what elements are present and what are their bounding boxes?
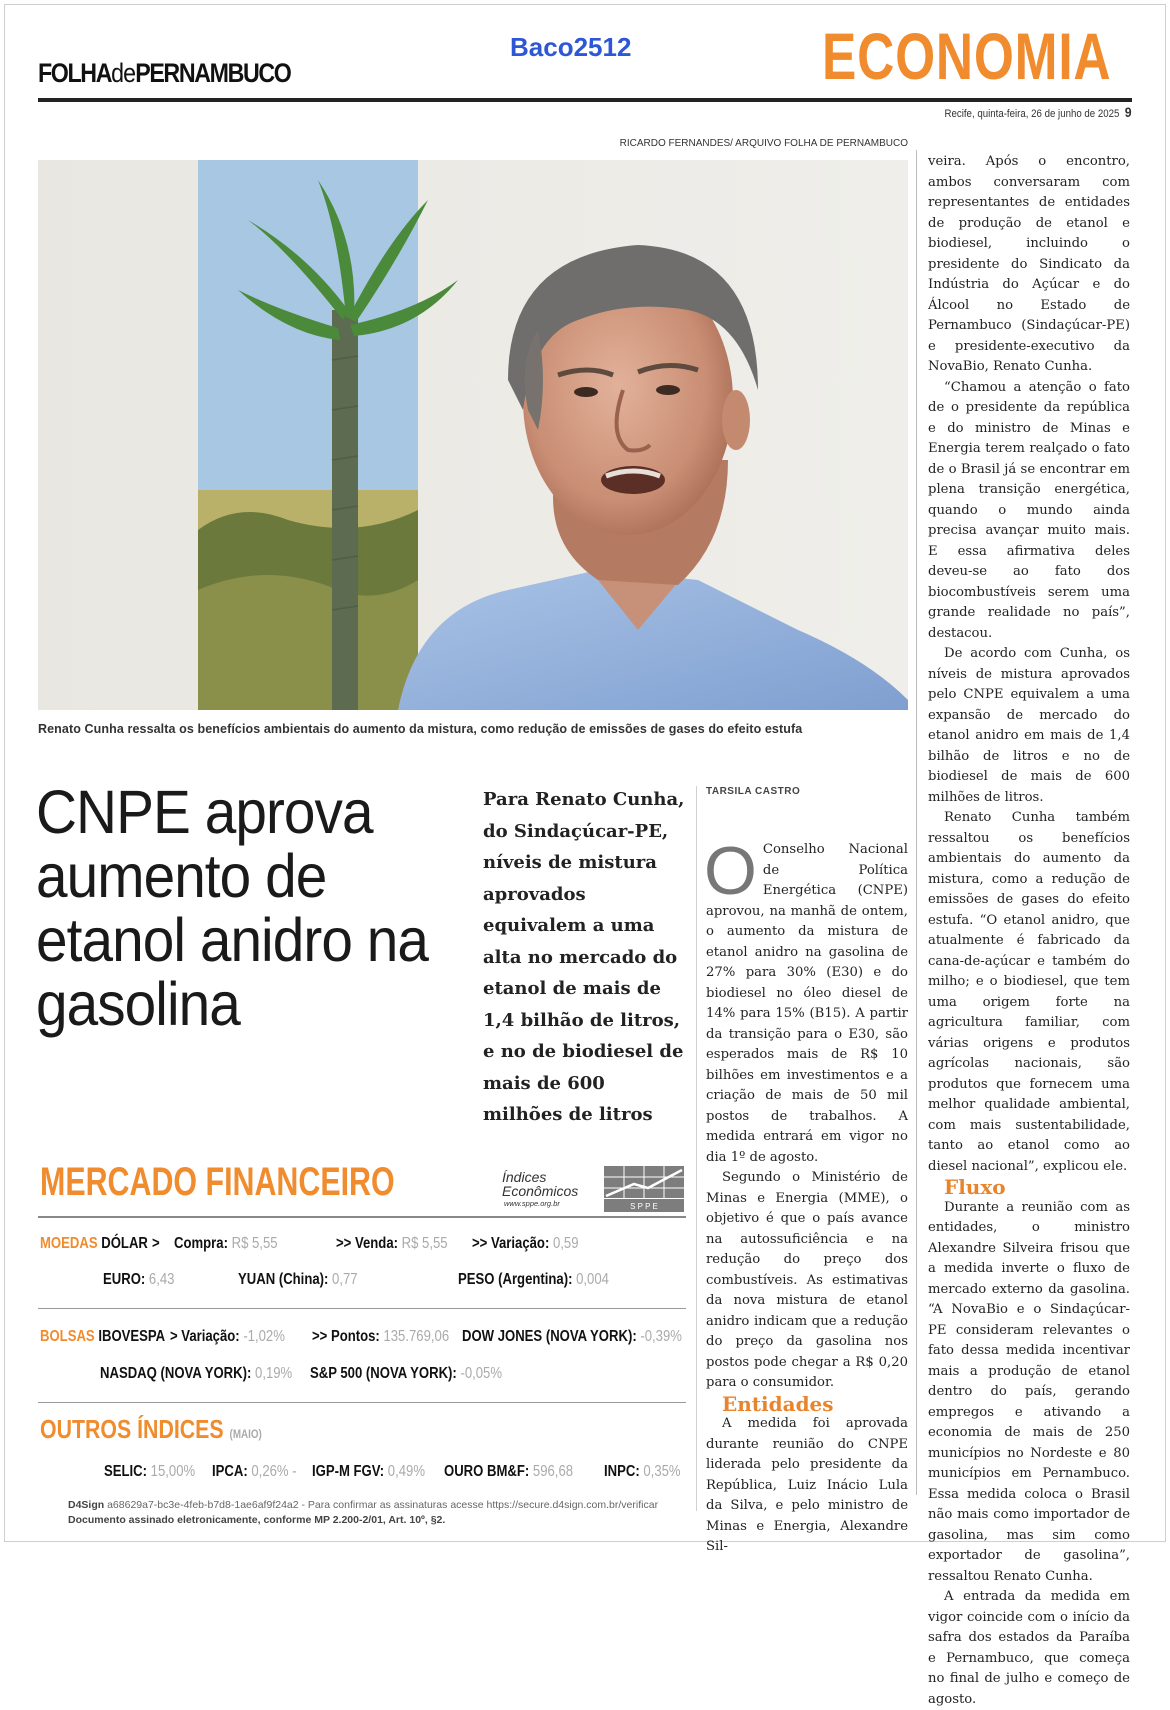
column-divider: [696, 786, 697, 1511]
paragraph: veira. Após o encontro, ambos conversaram com representantes de entidades de produção de etanol e biodiesel, incluindo o presidente do Sindicato da Indústria do Açúcar e do Álcool no Estado de Pernambuco (Sindaçúcar-PE) e presidente-executivo da NovaBio, Renato Cunha.: [928, 154, 1130, 374]
market-title: MERCADO FINANCEIRO: [40, 1160, 395, 1204]
subdeck: Para Renato Cunha, do Sindaçúcar-PE, níveis de mistura aprovados equivalem a uma alta no mercado do etanol de mais de 1,4 bilhão de litros, e no de biodiesel de mais de 600 milhões de litros: [483, 789, 685, 1125]
paragraph: “Chamou a atenção o fato de o presidente da república e do ministro de Minas e Energia terem realçado o fato de o Brasil já se encontrar em plena transição energética, quando o mundo ainda precisa avançar muito mais. E essa afirmativa deles deveu-se ao fato dos biocombustíveis serem uma grande realidade no país”, destacou.: [928, 379, 1130, 641]
section-title: ECONOMIA: [822, 19, 1112, 93]
dolar-compra: Compra: R$ 5,55: [174, 1235, 278, 1252]
dateline: [945, 104, 1132, 120]
article-column-2: [928, 152, 1130, 1710]
logo-text: Índices Econômicos: [502, 1169, 579, 1199]
byline: TARSILA CASTRO: [706, 786, 801, 797]
paragraph: A medida foi aprovada durante reunião do CNPE liderada pelo presidente da República, Luiz Inácio Lula da Silva, e pelo ministro de Minas e Energia, Alexandre Sil-: [706, 1416, 908, 1554]
ibovespa-variacao: > Variação: -1,02%: [170, 1328, 285, 1345]
subhead-fluxo: Fluxo: [944, 1175, 1006, 1199]
selic: SELIC: 15,00%: [104, 1463, 196, 1480]
logo-url: www.sppe.org.br: [504, 1199, 560, 1208]
subhead-entidades: Entidades: [722, 1391, 834, 1416]
ibovespa-pontos: >> Pontos: 135.769,06: [312, 1328, 450, 1345]
footer-line-1: D4Sign a68629a7-bc3e-4feb-b7d8-1ae6af9f24a2 - Para confirmar as assinaturas acesse https://secure.d4sign.com.br/verificar: [68, 1499, 659, 1511]
paragraph: Durante a reunião com as entidades, o ministro Alexandre Silveira frisou que a medida inverte o fluxo de mercado externo da gasolina. “A NovaBio e o Sindaçúcar-PE consideram relevantes o fato dessa medida incentivar mais a produção de etanol dentro do país, gerando empregos e ativando a economia de mais de 250 municípios no Nordeste e 80 municípios em Pernambuco. Essa medida coloca o Brasil não mais como importador de gasolina, mas sim como exportador de gasolina”, ressaltou Renato Cunha.: [928, 1199, 1130, 1584]
dow-jones: DOW JONES (NOVA YORK): -0,39%: [462, 1328, 682, 1345]
sppe-mark-icon: [604, 1166, 684, 1212]
market-rule: [38, 1402, 686, 1403]
paragraph: Segundo o Ministério de Minas e Energia (MME), o objetivo é que o país avance na autossuficiência e na redução do preço dos combustíveis. As estimativas da nova mistura de etanol anidro indicam que a redução do preço da gasolina nos postos pode chegar a R$ 0,20 para o consumidor.: [706, 1170, 908, 1390]
date-text: Recife, quinta-feira, 26 de junho de 2025: [944, 108, 1120, 120]
newspaper-logo: FOLHAdePERNAMBUCO: [38, 58, 291, 88]
arrow-text: >: [152, 1235, 160, 1252]
sppe-logo: [498, 1166, 684, 1212]
moedas-label: MOEDAS DÓLAR: [40, 1235, 148, 1252]
paragraph-text: Conselho Nacional de Política Energética (CNPE) aprovou, na manhã de ontem, o aumento da mistura de etanol anidro na gasolina de 27% para 30% (E30) e do biodiesel no óleo diesel de 14% para 15% (B15). A partir da transição para o E30, são esperados mais de R$ 10 bilhões em investimentos e a criação de mais de 50 mil postos de trabalhos. A medida entrará em vigor no dia 1º de agosto.: [706, 842, 908, 1165]
nasdaq: NASDAQ (NOVA YORK): 0,19%: [100, 1365, 293, 1382]
article-photo: [38, 160, 908, 710]
column-divider: [916, 150, 917, 1495]
photo-caption: Renato Cunha ressalta os benefícios ambientais do aumento da mistura, como redução de emissões de gases do efeito estufa: [38, 722, 803, 736]
paragraph: De acordo com Cunha, os níveis de mistura aprovados pelo CNPE equivalem a uma expansão de mercado do etanol anidro em mais de 1,4 bilhão de litros e no de biodiesel de mais de 600 milhões de litros.: [928, 646, 1130, 805]
ipca: IPCA: 0,26% -: [212, 1463, 297, 1480]
paragraph: A entrada da medida em vigor coincide com o início da safra dos estados da Paraíba e Pernambuco, que começa no final de julho e começo de agosto.: [928, 1589, 1130, 1707]
watermark-text: Baco2512: [510, 32, 632, 62]
euro: EURO: 6,43: [103, 1271, 175, 1288]
page-number: 9: [1125, 104, 1132, 120]
market-rule: [38, 1216, 686, 1218]
sp500: S&P 500 (NOVA YORK): -0,05%: [310, 1365, 503, 1382]
footer-line-2: Documento assinado eletronicamente, conforme MP 2.200-2/01, Art. 10º, §2.: [68, 1514, 446, 1526]
peso: PESO (Argentina): 0,004: [458, 1271, 609, 1288]
signature-footer: [68, 1498, 658, 1528]
headline: CNPE aprova aumento de etanol anidro na gasolina: [36, 778, 429, 1038]
market-rule: [38, 1308, 686, 1309]
dolar-venda: >> Venda: R$ 5,55: [336, 1235, 448, 1252]
drop-cap: O: [704, 833, 757, 909]
header-rule: [38, 98, 1132, 102]
bolsas-label: BOLSAS IBOVESPA: [40, 1328, 166, 1345]
article-column-1: [704, 833, 908, 1558]
photo-credit: RICARDO FERNANDES/ ARQUIVO FOLHA DE PERNAMBUCO: [619, 138, 908, 149]
paragraph: Renato Cunha também ressaltou os benefícios ambientais do aumento da mistura, como a redução de emissões de gases do efeito estufa. “O etanol anidro, que atualmente é fabricado da cana-de-açúcar e também do milho; e o biodiesel, que tem uma origem forte na agricultura familiar, com várias origens e produtos agrícolas nacionais, são produtos que fornecem uma melhor qualidade ambiental, com mais sustentabilidade, tanto ao etanol como ao diesel nacional”, explicou ele.: [928, 810, 1130, 1174]
paragraph: [704, 833, 908, 1168]
outros-label: OUTROS ÍNDICES (MAIO): [40, 1414, 262, 1444]
inpc: INPC: 0,35%: [604, 1463, 681, 1480]
ouro: OURO BM&F: 596,68: [444, 1463, 574, 1480]
svg-text:S P P E: S P P E: [630, 1202, 658, 1211]
dolar-variacao: >> Variação: 0,59: [472, 1235, 579, 1252]
photo-illustration: [38, 160, 908, 710]
yuan: YUAN (China): 0,77: [238, 1271, 358, 1288]
igpm: IGP-M FGV: 0,49%: [312, 1463, 426, 1480]
